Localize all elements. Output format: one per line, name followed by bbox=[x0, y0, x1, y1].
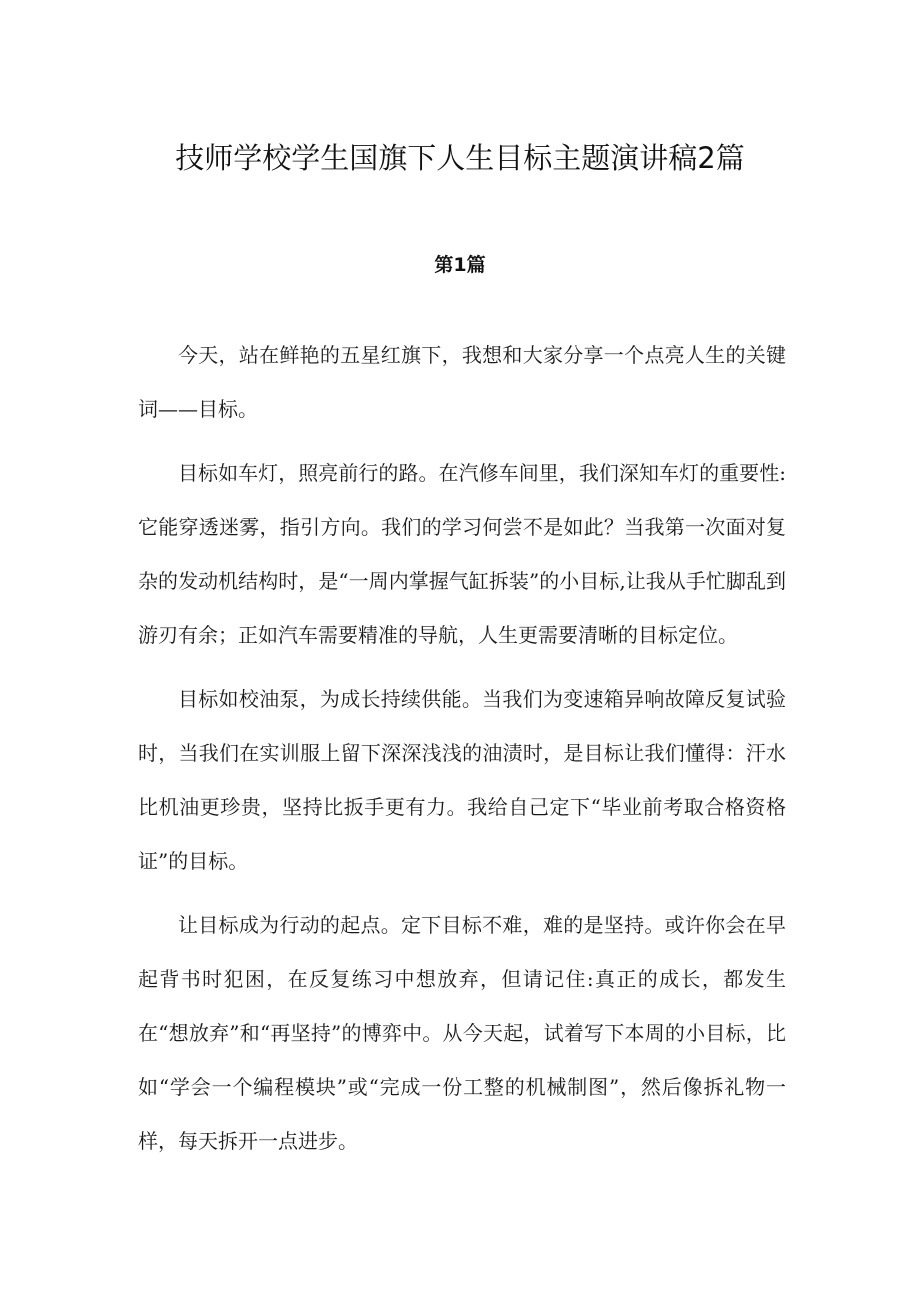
paragraph: 今天，站在鲜艳的五星红旗下，我想和大家分享一个点亮人生的关键词——目标。 bbox=[138, 343, 786, 421]
section-heading: 第1篇 bbox=[434, 254, 486, 276]
paragraph: 目标如校油泵，为成长持续供能。当我们为变速箱异响故障反复试验时，当我们在实训服上留下深深浅浅的油渍时，是目标让我们懂得：汗水比机油更珍贵，坚持比扳手更有力。我给自己定下“毕业前考取合格资格证”的目标。 bbox=[138, 687, 786, 873]
document-body bbox=[138, 328, 786, 1168]
paragraph: 让目标成为行动的起点。定下目标不难，难的是坚持。或许你会在早起背书时犯困，在反复练习中想放弃，但请记住:真正的成长，都发生在“想放弃”和“再坚持”的博弈中。从今天起，试着写下本周的小目标，比如“学会一个编程模块”或“完成一份工整的机械制图”，然后像拆礼物一样，每天拆开一点进步。 bbox=[138, 913, 786, 1153]
paragraph: 目标如车灯，照亮前行的路。在汽修车间里，我们深知车灯的重要性:它能穿透迷雾，指引方向。我们的学习何尝不是如此？当我第一次面对复杂的发动机结构时，是“一周内掌握气缸拆装”的小目标,让我从手忙脚乱到游刃有余；正如汽车需要精准的导航，人生更需要清晰的目标定位。 bbox=[138, 461, 786, 647]
document-title: 技师学校学生国旗下人生目标主题演讲稿2篇 bbox=[175, 141, 745, 175]
